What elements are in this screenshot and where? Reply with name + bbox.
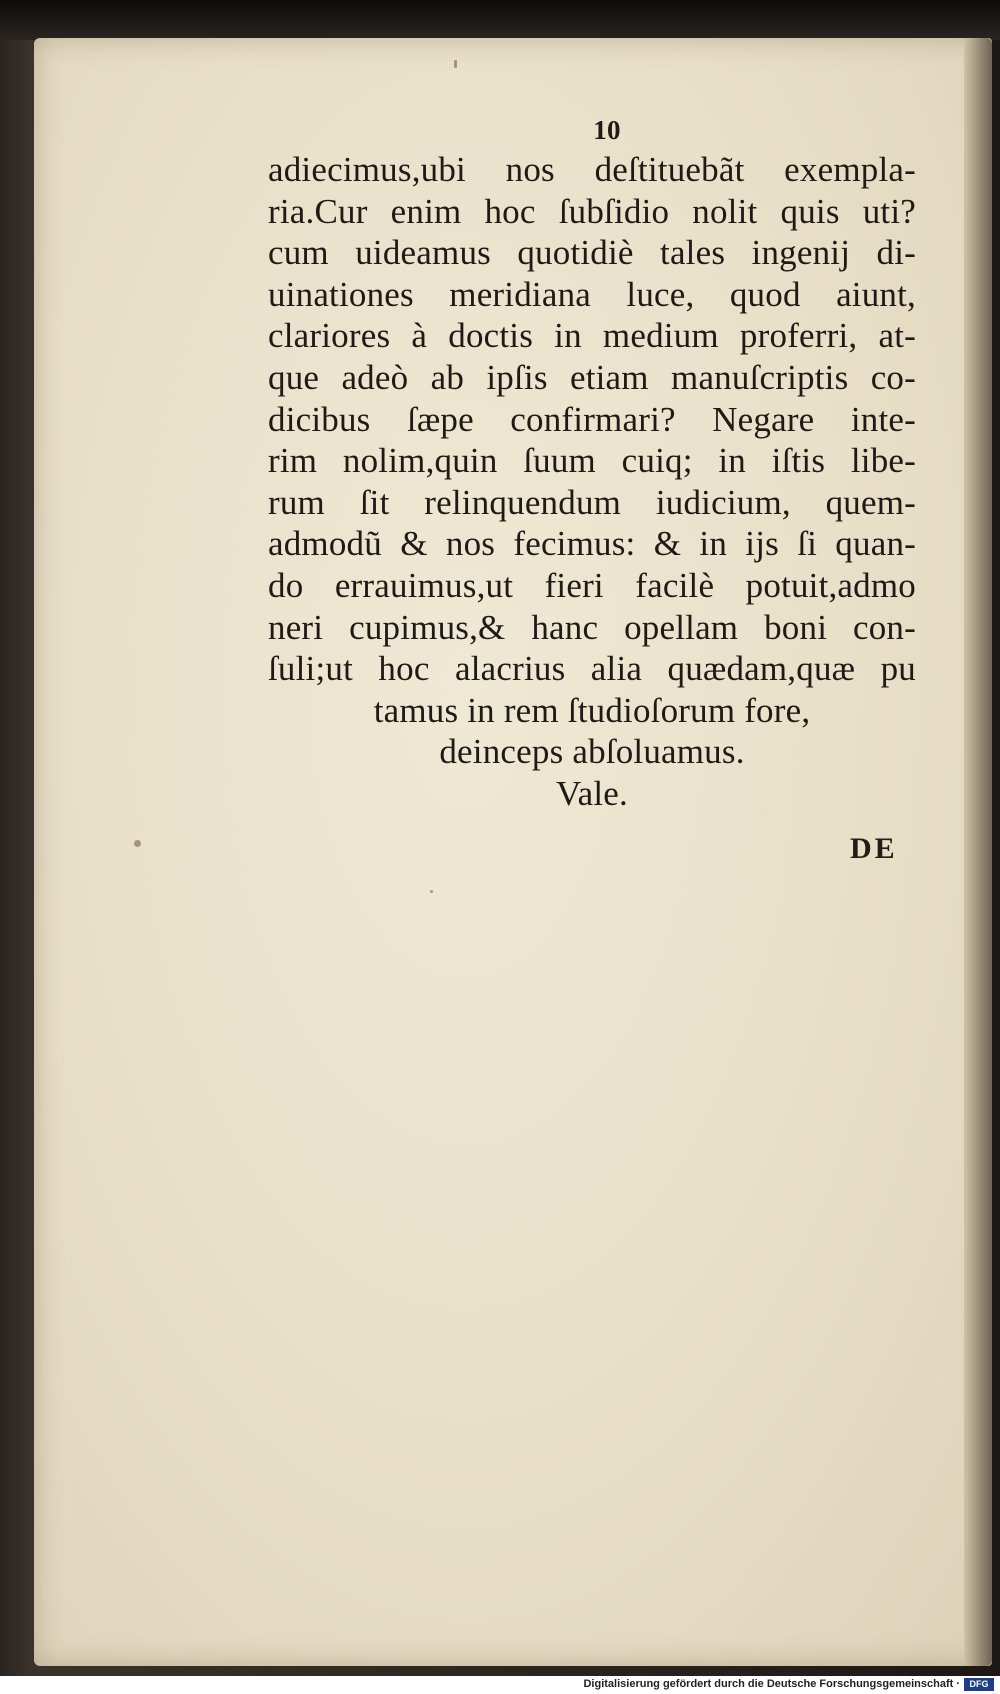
- dfg-logo: DFG: [964, 1678, 994, 1691]
- page-text: [268, 115, 916, 815]
- text-line: admodũ & nos fecimus: & in ijs ſi quan-: [268, 524, 916, 564]
- text-line: rum ſit relinquendum iudicium, quem-: [268, 482, 916, 522]
- text-line: ſuli;ut hoc alacrius alia quædam,quæ pu: [268, 649, 916, 689]
- text-line: cum uideamus quotidiè tales ingenij di-: [268, 233, 916, 273]
- page-number: 10: [593, 115, 621, 145]
- catchword: DE: [850, 832, 898, 865]
- ink-blot: [134, 840, 141, 847]
- text-line: adiecimus,ubi nos deſtituebãt exempla-: [268, 150, 916, 189]
- text-line: que adeò ab ipſis etiam manuſcriptis co-: [268, 357, 916, 397]
- text-line: rim nolim,quin ſuum cuiq; in iſtis libe-: [268, 441, 916, 481]
- text-line: ria.Cur enim hoc ſubſidio nolit quis uti?: [268, 191, 916, 231]
- text-line: neri cupimus,& hanc opellam boni con-: [268, 607, 916, 647]
- ink-speck: [454, 60, 457, 68]
- closing-vale: Vale.: [556, 773, 628, 813]
- text-line: clariores à doctis in medium proferri, at-: [268, 316, 916, 356]
- funding-credit: Digitalisierung gefördert durch die Deutsche Forschungsgemeinschaft ·: [583, 1678, 960, 1690]
- ink-speck: [430, 890, 433, 893]
- text-line: do errauimus,ut fieri facilè potuit,admo: [268, 565, 916, 605]
- text-line: uinationes meridiana luce, quod aiunt,: [268, 274, 916, 314]
- digitization-footer: [0, 1676, 1000, 1694]
- text-line: dicibus ſæpe confirmari? Negare inte-: [268, 399, 916, 439]
- text-line-centered: deinceps abſoluamus.: [439, 732, 745, 772]
- page-edge: [964, 38, 992, 1666]
- text-line-centered: tamus in rem ſtudioſorum fore,: [373, 690, 811, 730]
